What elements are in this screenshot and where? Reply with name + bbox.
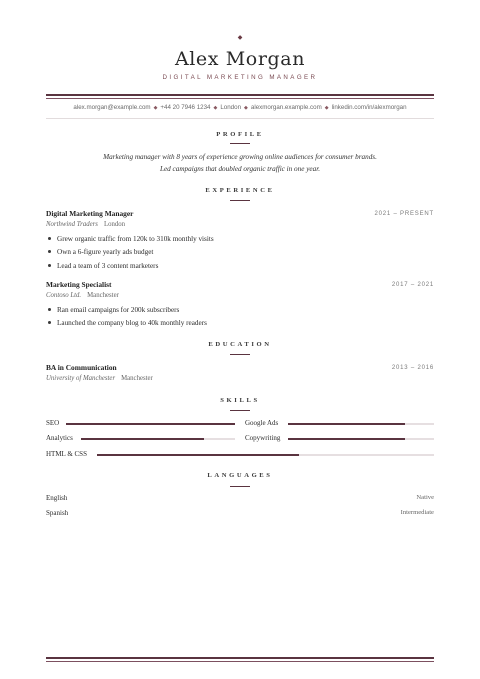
bullet-dot-icon <box>48 308 51 311</box>
job-bullet: Ran email campaigns for 200k subscribers <box>46 305 179 315</box>
contact-email[interactable]: alex.morgan@example.com <box>73 104 151 111</box>
bullet-dot-icon <box>48 264 51 267</box>
separator-icon: ◆ <box>213 105 218 111</box>
profile-line: Led campaigns that doubled organic traffic in one year. <box>159 165 321 173</box>
skills-heading-underline <box>230 410 250 411</box>
contact-location: London <box>220 104 242 111</box>
separator-icon: ◆ <box>244 105 248 111</box>
profile-heading-underline <box>230 143 250 144</box>
skill-name: Copywriting <box>245 434 281 442</box>
skill-row <box>46 449 434 459</box>
contact-website[interactable]: alexmorgan.example.com <box>250 104 322 111</box>
language-level: Intermediate <box>400 509 434 516</box>
skill-row <box>46 418 235 428</box>
skill-row <box>245 418 434 428</box>
job-bullet: Lead a team of 3 content marketers <box>46 261 158 271</box>
skill-level-fill <box>288 423 405 425</box>
skill-name: SEO <box>46 419 60 427</box>
job-company: Contoso Ltd. <box>46 292 82 299</box>
job-bullet: Own a 6-figure yearly ads budget <box>46 247 153 257</box>
skill-level-track <box>66 423 235 425</box>
education-heading-underline <box>230 354 250 355</box>
contact-divider <box>46 118 434 119</box>
bullet-dot-icon <box>48 250 51 253</box>
job-title: Marketing Specialist <box>46 280 112 289</box>
education-school-line <box>46 374 153 384</box>
skill-level-track <box>81 438 235 440</box>
language-level: Native <box>416 494 434 501</box>
footer-divider <box>46 657 434 665</box>
skill-level-fill <box>81 438 204 440</box>
job-dates: 2017 – 2021 <box>391 282 434 288</box>
language-name: English <box>46 494 68 502</box>
contact-line <box>46 103 434 113</box>
skill-level-track <box>288 438 434 440</box>
experience-heading-underline <box>230 200 250 201</box>
profile-line: Marketing manager with 8 years of experience growing online audiences for consumer brands. <box>103 153 377 161</box>
skill-row <box>245 433 434 443</box>
job-company: Northwind Traders <box>46 221 98 228</box>
skill-name: HTML & CSS <box>46 450 87 458</box>
contact-linkedin[interactable]: linkedin.com/in/alexmorgan <box>331 104 407 111</box>
separator-icon: ◆ <box>153 105 158 111</box>
skill-level-fill <box>288 438 405 440</box>
skill-row <box>46 433 235 443</box>
job-location: London <box>103 221 126 228</box>
skill-level-fill <box>97 454 299 456</box>
language-name: Spanish <box>46 509 69 517</box>
bullet-dot-icon <box>48 321 51 324</box>
bullet-dot-icon <box>48 237 51 240</box>
profile-heading: PROFILE <box>216 131 264 138</box>
languages-heading: LANGUAGES <box>207 472 273 479</box>
candidate-name: Alex Morgan <box>174 48 306 70</box>
languages-heading-underline <box>230 486 250 487</box>
education-location: Manchester <box>121 375 153 382</box>
job-title: Digital Marketing Manager <box>46 209 134 218</box>
skill-level-fill <box>66 423 235 425</box>
skills-heading: SKILLS <box>220 397 260 404</box>
education-heading: EDUCATION <box>208 341 272 348</box>
job-location: Manchester <box>87 292 119 299</box>
job-company-line <box>46 291 119 301</box>
skill-level-track <box>288 423 434 425</box>
skill-name: Google Ads <box>245 419 279 427</box>
job-bullet: Grew organic traffic from 120k to 310k monthly visits <box>46 234 214 244</box>
skill-name: Analytics <box>46 434 73 442</box>
education-school: University of Manchester <box>46 375 116 382</box>
experience-heading: EXPERIENCE <box>205 187 275 194</box>
separator-icon: ◆ <box>324 105 329 111</box>
diamond-ornament-icon: ◆ <box>237 34 243 41</box>
skill-level-track <box>97 454 434 456</box>
resume-page <box>46 0 434 679</box>
profile-summary <box>46 151 434 175</box>
job-dates: 2021 – PRESENT <box>374 211 434 217</box>
header-divider <box>46 94 434 100</box>
degree-title: BA in Communication <box>46 363 117 372</box>
contact-phone[interactable]: +44 20 7946 1234 <box>160 104 211 111</box>
education-dates: 2013 – 2016 <box>391 365 434 371</box>
job-company-line <box>46 220 125 230</box>
job-bullet: Launched the company blog to 40k monthly readers <box>46 318 207 328</box>
job-title-subtitle: DIGITAL MARKETING MANAGER <box>162 74 318 81</box>
